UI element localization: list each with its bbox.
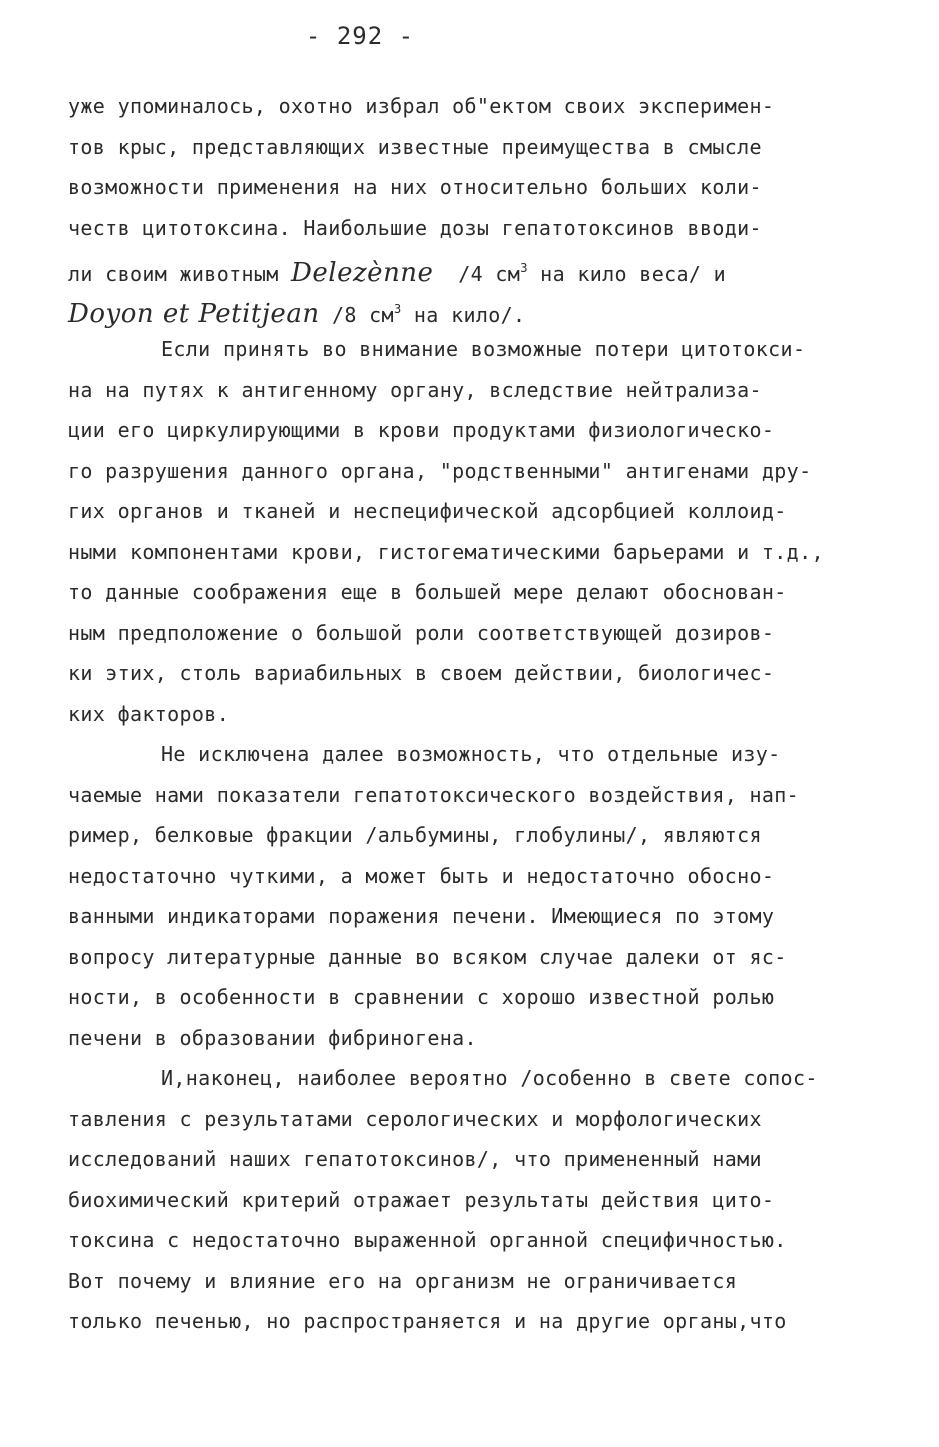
text-line: исследований наших гепатотоксинов/, что примененный нами — [68, 1147, 762, 1171]
superscript: 3 — [393, 301, 402, 316]
text-fragment: ли своим животным — [68, 262, 292, 286]
text-line: ример, белковые фракции /альбумины, глобулины/, являются — [68, 823, 762, 847]
text-line: ности, в особенности в сравнении с хорошо известной ролью — [68, 985, 775, 1009]
paragraph-start: Не исключена далее возможность, что отдельные изу- — [161, 742, 781, 766]
text-line: уже упоминалось, охотно избрал об"ектом своих эксперимен- — [68, 94, 775, 118]
text-fragment: на кило веса/ и — [527, 262, 727, 286]
paragraph-start: И,наконец, наиболее вероятно /особенно в свете сопос- — [161, 1066, 818, 1090]
text-line: Вот почему и влияние его на организм не ограничивается — [68, 1268, 738, 1293]
text-line: гих органов и тканей и неспецифической адсорбцией коллоид- — [68, 499, 787, 523]
text-line-with-author — [68, 289, 918, 330]
text-fragment: /4 см — [433, 262, 521, 286]
text-line: недостаточно чуткими, а может быть и недостаточно обосно- — [68, 863, 775, 888]
text-line: возможности применения на них относительно больших коли- — [68, 175, 762, 199]
text-line: го разрушения данного органа, "родственными" антигенами дру- — [68, 458, 812, 483]
text-line: честв цитотоксина. Наибольшие дозы гепатотоксинов вводи- — [68, 215, 762, 240]
text-line: печени в образовании фибриногена. — [68, 1025, 477, 1050]
text-line: чаемые нами показатели гепатотоксического воздействия, нап- — [68, 782, 800, 807]
text-line: ки этих, столь вариабильных в своем действии, биологичес- — [68, 661, 775, 685]
text-line: токсина с недостаточно выраженной органной специфичностью. — [68, 1228, 787, 1252]
text-line: ным предположение о большой роли соответствующей дозиров- — [68, 620, 775, 645]
body-text — [68, 86, 918, 1342]
text-line: только печенью, но распространяется и на другие органы,что — [68, 1309, 787, 1333]
text-line: ными компонентами крови, гистогематическими барьерами и т.д., — [68, 539, 824, 564]
page-number: - 292 - — [305, 22, 415, 50]
text-line: тавления с результатами серологических и морфологических — [68, 1106, 762, 1131]
text-line: ции его циркулирующими в крови продуктами физиологическо- — [68, 418, 775, 442]
paragraph-start: Если принять во внимание возможные потери цитотокси- — [161, 337, 806, 361]
text-fragment: на кило/. — [401, 302, 526, 327]
text-line: биохимический критерий отражает результаты действия цито- — [68, 1187, 775, 1212]
text-line: на на путях к антигенному органу, вследствие нейтрализа- — [68, 377, 762, 402]
text-fragment: /8 см — [319, 302, 394, 327]
handwritten-author-name: Delezènne — [291, 258, 434, 288]
text-line: вопросу литературные данные во всяком случае далеки от яс- — [68, 944, 787, 969]
text-line: тов крыс, представляющих известные преимущества в смысле — [68, 134, 762, 159]
text-line: то данные соображения еще в большей мере делают обоснован- — [68, 580, 787, 604]
text-line-with-author — [68, 248, 918, 289]
text-line: ванными индикаторами поражения печени. Имеющиеся по этому — [68, 904, 775, 928]
superscript: 3 — [520, 261, 528, 275]
text-line: ких факторов. — [68, 701, 230, 726]
handwritten-author-name: Doyon et Petitjean — [68, 298, 320, 329]
